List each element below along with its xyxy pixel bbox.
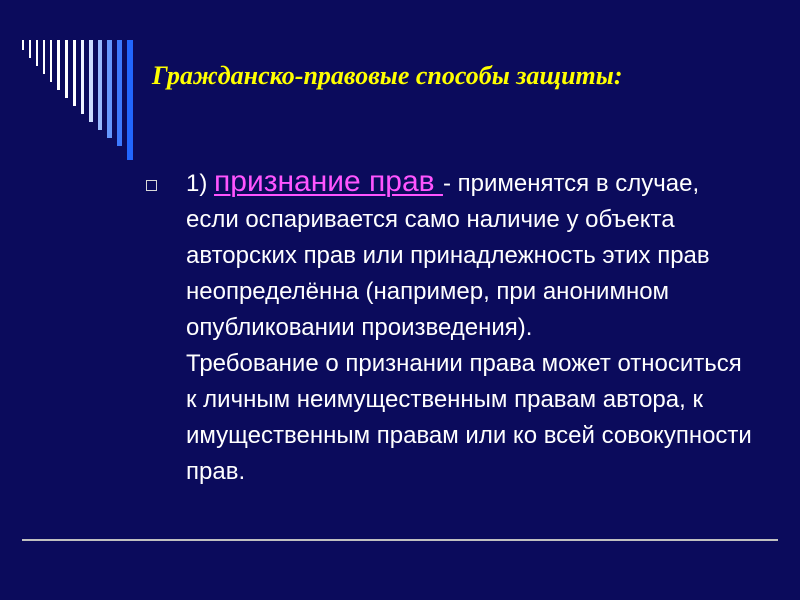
highlighted-term: признание прав (214, 165, 443, 198)
stripe (43, 40, 45, 74)
stripe (29, 40, 31, 58)
stripe (107, 40, 112, 138)
footer-divider (22, 539, 778, 541)
stripe (127, 40, 133, 160)
bullet-number: 1) (186, 170, 215, 197)
slide-title: Гражданско-правовые способы защиты: (152, 61, 623, 90)
bullet-text (186, 164, 756, 490)
stripe (117, 40, 122, 146)
stripe (98, 40, 102, 130)
stripe (89, 40, 93, 122)
stripe (57, 40, 60, 90)
bullet-body: - применятся в случае, если оспаривается само наличие у объекта авторских прав или принадлежность этих прав неопределённа (например, при анонимном опубликовании произведения). Требование о признании права может относиться к личным неимущественным правам автора, к имущественным правам или ко всей совокупности прав. (186, 170, 752, 485)
vertical-stripes-ornament (20, 40, 140, 170)
stripe (50, 40, 52, 82)
stripe (81, 40, 84, 114)
bullet-item (146, 164, 756, 490)
stripe (65, 40, 68, 98)
hollow-square-bullet-icon (146, 180, 157, 191)
stripe (36, 40, 38, 66)
stripe (22, 40, 24, 50)
stripe (73, 40, 76, 106)
